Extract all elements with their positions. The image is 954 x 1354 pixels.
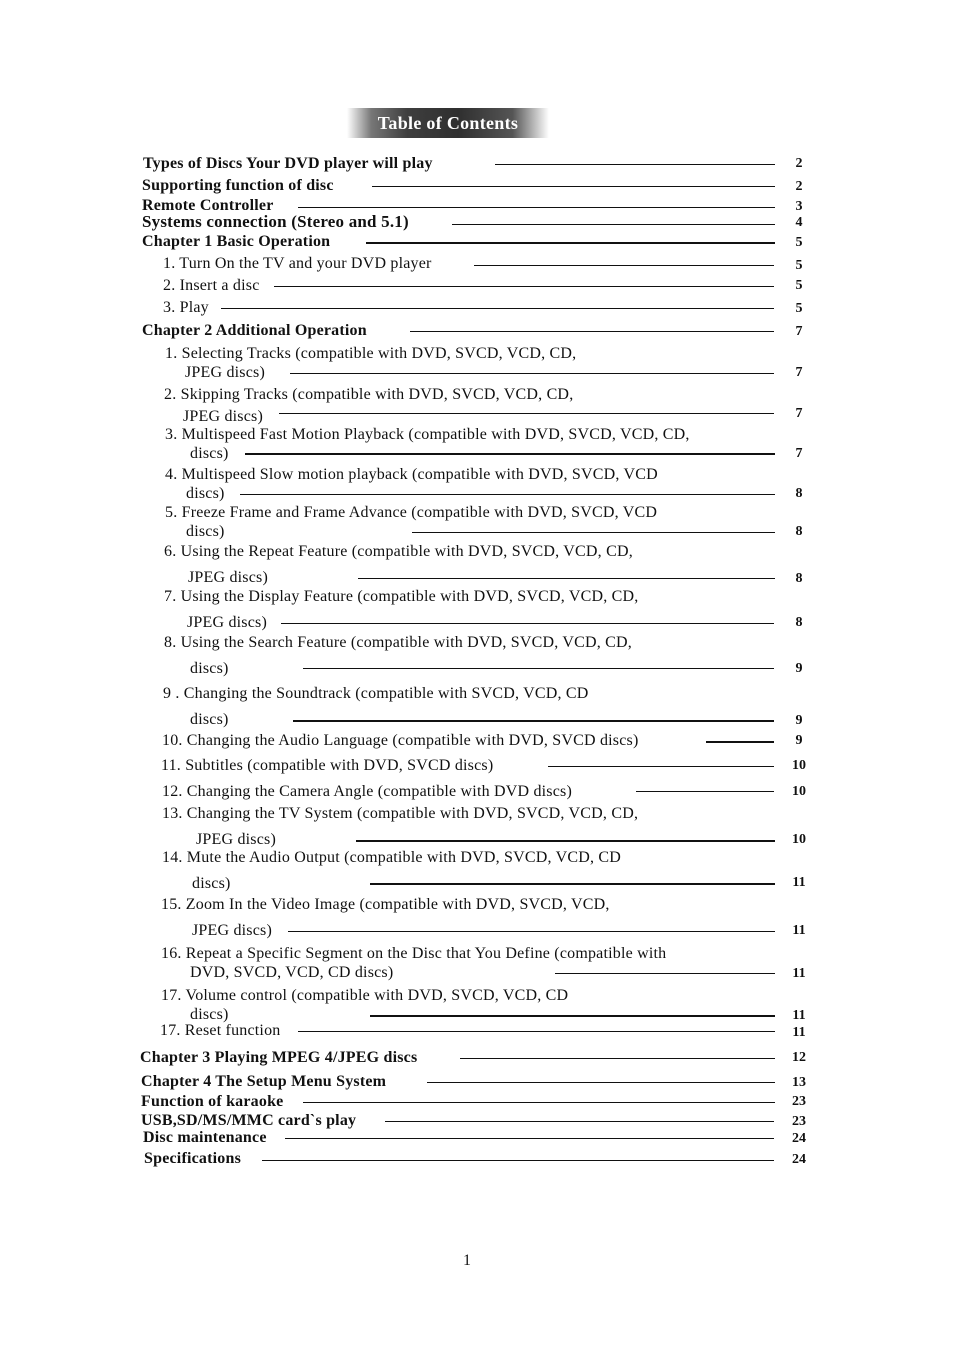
toc-page-number: 9 (795, 661, 803, 676)
toc-leader (245, 453, 775, 455)
toc-entry-text: discs) (192, 875, 231, 892)
toc-leader (452, 224, 775, 225)
toc-entry-text: discs) (186, 485, 225, 502)
toc-leader (555, 973, 775, 974)
toc-leader (706, 741, 774, 743)
toc-entry-text: discs) (190, 445, 229, 462)
toc-entry-text: 13. Changing the TV System (compatible with DVD, SVCD, VCD, CD, (162, 805, 639, 822)
toc-page-number: 7 (795, 406, 803, 421)
toc-page-number: 11 (792, 1025, 806, 1040)
toc-page-number: 4 (795, 215, 803, 230)
toc-entry-text: JPEG discs) (188, 569, 268, 586)
toc-entry-text: JPEG discs) (196, 831, 276, 848)
toc-page-number: 7 (795, 446, 803, 461)
toc-leader (303, 668, 774, 669)
toc-entry-text: Systems connection (Stereo and 5.1) (142, 212, 409, 231)
toc-title: Table of Contents (347, 108, 549, 138)
toc-leader (303, 1102, 775, 1103)
toc-page-number: 2 (795, 179, 803, 194)
toc-leader (636, 791, 774, 792)
toc-entry-text: discs) (190, 711, 229, 728)
toc-page-number: 23 (792, 1094, 806, 1109)
toc-entry-text: discs) (186, 523, 225, 540)
toc-leader (427, 1082, 775, 1083)
toc-leader (274, 286, 774, 287)
toc-page-number: 3 (795, 199, 803, 214)
toc-entry-text: JPEG discs) (192, 922, 272, 939)
toc-page-number: 7 (795, 365, 803, 380)
toc-page-number: 23 (792, 1114, 806, 1129)
toc-entry-text: JPEG discs) (183, 408, 263, 425)
toc-entry-text: Disc maintenance (143, 1129, 267, 1146)
toc-entry-text: 3. Play (163, 299, 209, 316)
toc-leader (412, 532, 775, 533)
toc-entry-text: 2. Skipping Tracks (compatible with DVD, SVCD, VCD, CD, (164, 386, 574, 403)
toc-page-number: 8 (795, 486, 803, 501)
toc-leader (474, 265, 774, 266)
toc-leader (366, 242, 775, 244)
toc-page-number: 9 (795, 733, 803, 748)
toc-leader (358, 578, 775, 579)
toc-page-number: 11 (792, 875, 806, 890)
toc-leader (298, 1031, 775, 1032)
toc-page-number: 5 (795, 301, 803, 316)
toc-page-number: 10 (792, 832, 806, 847)
toc-entry-text: 17. Volume control (compatible with DVD, SVCD, VCD, CD (161, 987, 569, 1004)
toc-entry-text: discs) (190, 1006, 229, 1023)
toc-page-number: 12 (792, 1050, 806, 1065)
toc-page-number: 24 (792, 1152, 806, 1167)
toc-entry-text: Function of karaoke (141, 1093, 284, 1110)
toc-page-number: 13 (792, 1075, 806, 1090)
toc-page-number: 11 (792, 1008, 806, 1023)
toc-entry-text: JPEG discs) (187, 614, 267, 631)
toc-leader (460, 1058, 775, 1059)
toc-leader (298, 207, 775, 208)
toc-entry-text: 1. Selecting Tracks (compatible with DVD, SVCD, VCD, CD, (165, 345, 577, 362)
toc-entry-text: DVD, SVCD, VCD, CD discs) (190, 964, 394, 981)
toc-entry-text: 8. Using the Search Feature (compatible with DVD, SVCD, VCD, CD, (164, 634, 633, 651)
toc-leader (356, 840, 775, 842)
toc-page-number: 11 (792, 923, 806, 938)
toc-page-number: 5 (795, 258, 803, 273)
toc-page-number: 8 (795, 615, 803, 630)
toc-entry-text: discs) (190, 660, 229, 677)
toc-leader (279, 413, 774, 414)
toc-leader (372, 186, 775, 187)
toc-entry-text: 2. Insert a disc (163, 277, 260, 294)
toc-page-number: 9 (795, 713, 803, 728)
toc-page-number: 5 (795, 278, 803, 293)
toc-page-number: 8 (795, 571, 803, 586)
toc-leader (385, 1121, 774, 1122)
toc-leader (370, 883, 775, 885)
toc-page-number: 24 (792, 1131, 806, 1146)
toc-entry-text: JPEG discs) (185, 364, 265, 381)
toc-entry-text: 9 . Changing the Soundtrack (compatible with SVCD, VCD, CD (163, 685, 589, 702)
toc-entry-text: 14. Mute the Audio Output (compatible with DVD, SVCD, VCD, CD (162, 849, 622, 866)
toc-page-number: 5 (795, 235, 803, 250)
toc-entry-text: 4. Multispeed Slow motion playback (compatible with DVD, SVCD, VCD (165, 466, 658, 483)
page-number: 1 (463, 1252, 471, 1269)
toc-entry-text: 10. Changing the Audio Language (compatible with DVD, SVCD discs) (162, 732, 639, 749)
toc-leader (293, 720, 774, 722)
toc-page-number: 2 (795, 156, 803, 171)
toc-entry-text: 1. Turn On the TV and your DVD player (163, 255, 432, 272)
toc-entry-text: 3. Multispeed Fast Motion Playback (compatible with DVD, SVCD, VCD, CD, (165, 426, 690, 443)
toc-leader (281, 623, 774, 624)
toc-entry-text: Types of Discs Your DVD player will play (143, 155, 433, 172)
toc-entry-text: 12. Changing the Camera Angle (compatible with DVD discs) (162, 783, 572, 800)
toc-page-number: 11 (792, 966, 806, 981)
toc-page-number: 8 (795, 524, 803, 539)
toc-entry-text: 6. Using the Repeat Feature (compatible with DVD, SVCD, VCD, CD, (164, 543, 633, 560)
toc-page-number: 7 (795, 324, 803, 339)
toc-leader (240, 494, 775, 495)
toc-leader (548, 766, 774, 767)
toc-leader (495, 164, 775, 165)
toc-entry-text: 7. Using the Display Feature (compatible with DVD, SVCD, VCD, CD, (164, 588, 639, 605)
toc-entry-text: Chapter 1 Basic Operation (142, 233, 331, 250)
toc-leader (410, 331, 774, 332)
toc-leader (288, 931, 775, 932)
toc-entry-text: Chapter 3 Playing MPEG 4/JPEG discs (140, 1049, 418, 1066)
toc-entry-text: Specifications (144, 1150, 242, 1167)
toc-leader (221, 308, 774, 309)
toc-leader (262, 1160, 774, 1161)
toc-entry-text: 16. Repeat a Specific Segment on the Disc that You Define (compatible with (161, 945, 667, 962)
toc-entry-text: 11. Subtitles (compatible with DVD, SVCD discs) (161, 757, 494, 774)
toc-entry-text: 15. Zoom In the Video Image (compatible with DVD, SVCD, VCD, (161, 896, 610, 913)
toc-leader (290, 373, 774, 374)
toc-entry-text: Supporting function of disc (142, 177, 334, 194)
toc-leader (370, 1015, 775, 1017)
toc-leader (285, 1138, 774, 1139)
toc-entry-text: USB,SD/MS/MMC card`s play (141, 1112, 357, 1129)
toc-page-number: 10 (792, 758, 806, 773)
toc-entry-text: Chapter 2 Additional Operation (142, 322, 367, 339)
toc-page-number: 10 (792, 784, 806, 799)
toc-entry-text: Chapter 4 The Setup Menu System (141, 1073, 387, 1090)
toc-entry-text: 5. Freeze Frame and Frame Advance (compatible with DVD, SVCD, VCD (165, 504, 658, 521)
toc-entry-text: Remote Controller (142, 197, 274, 214)
toc-entry-text: 17. Reset function (160, 1022, 281, 1039)
